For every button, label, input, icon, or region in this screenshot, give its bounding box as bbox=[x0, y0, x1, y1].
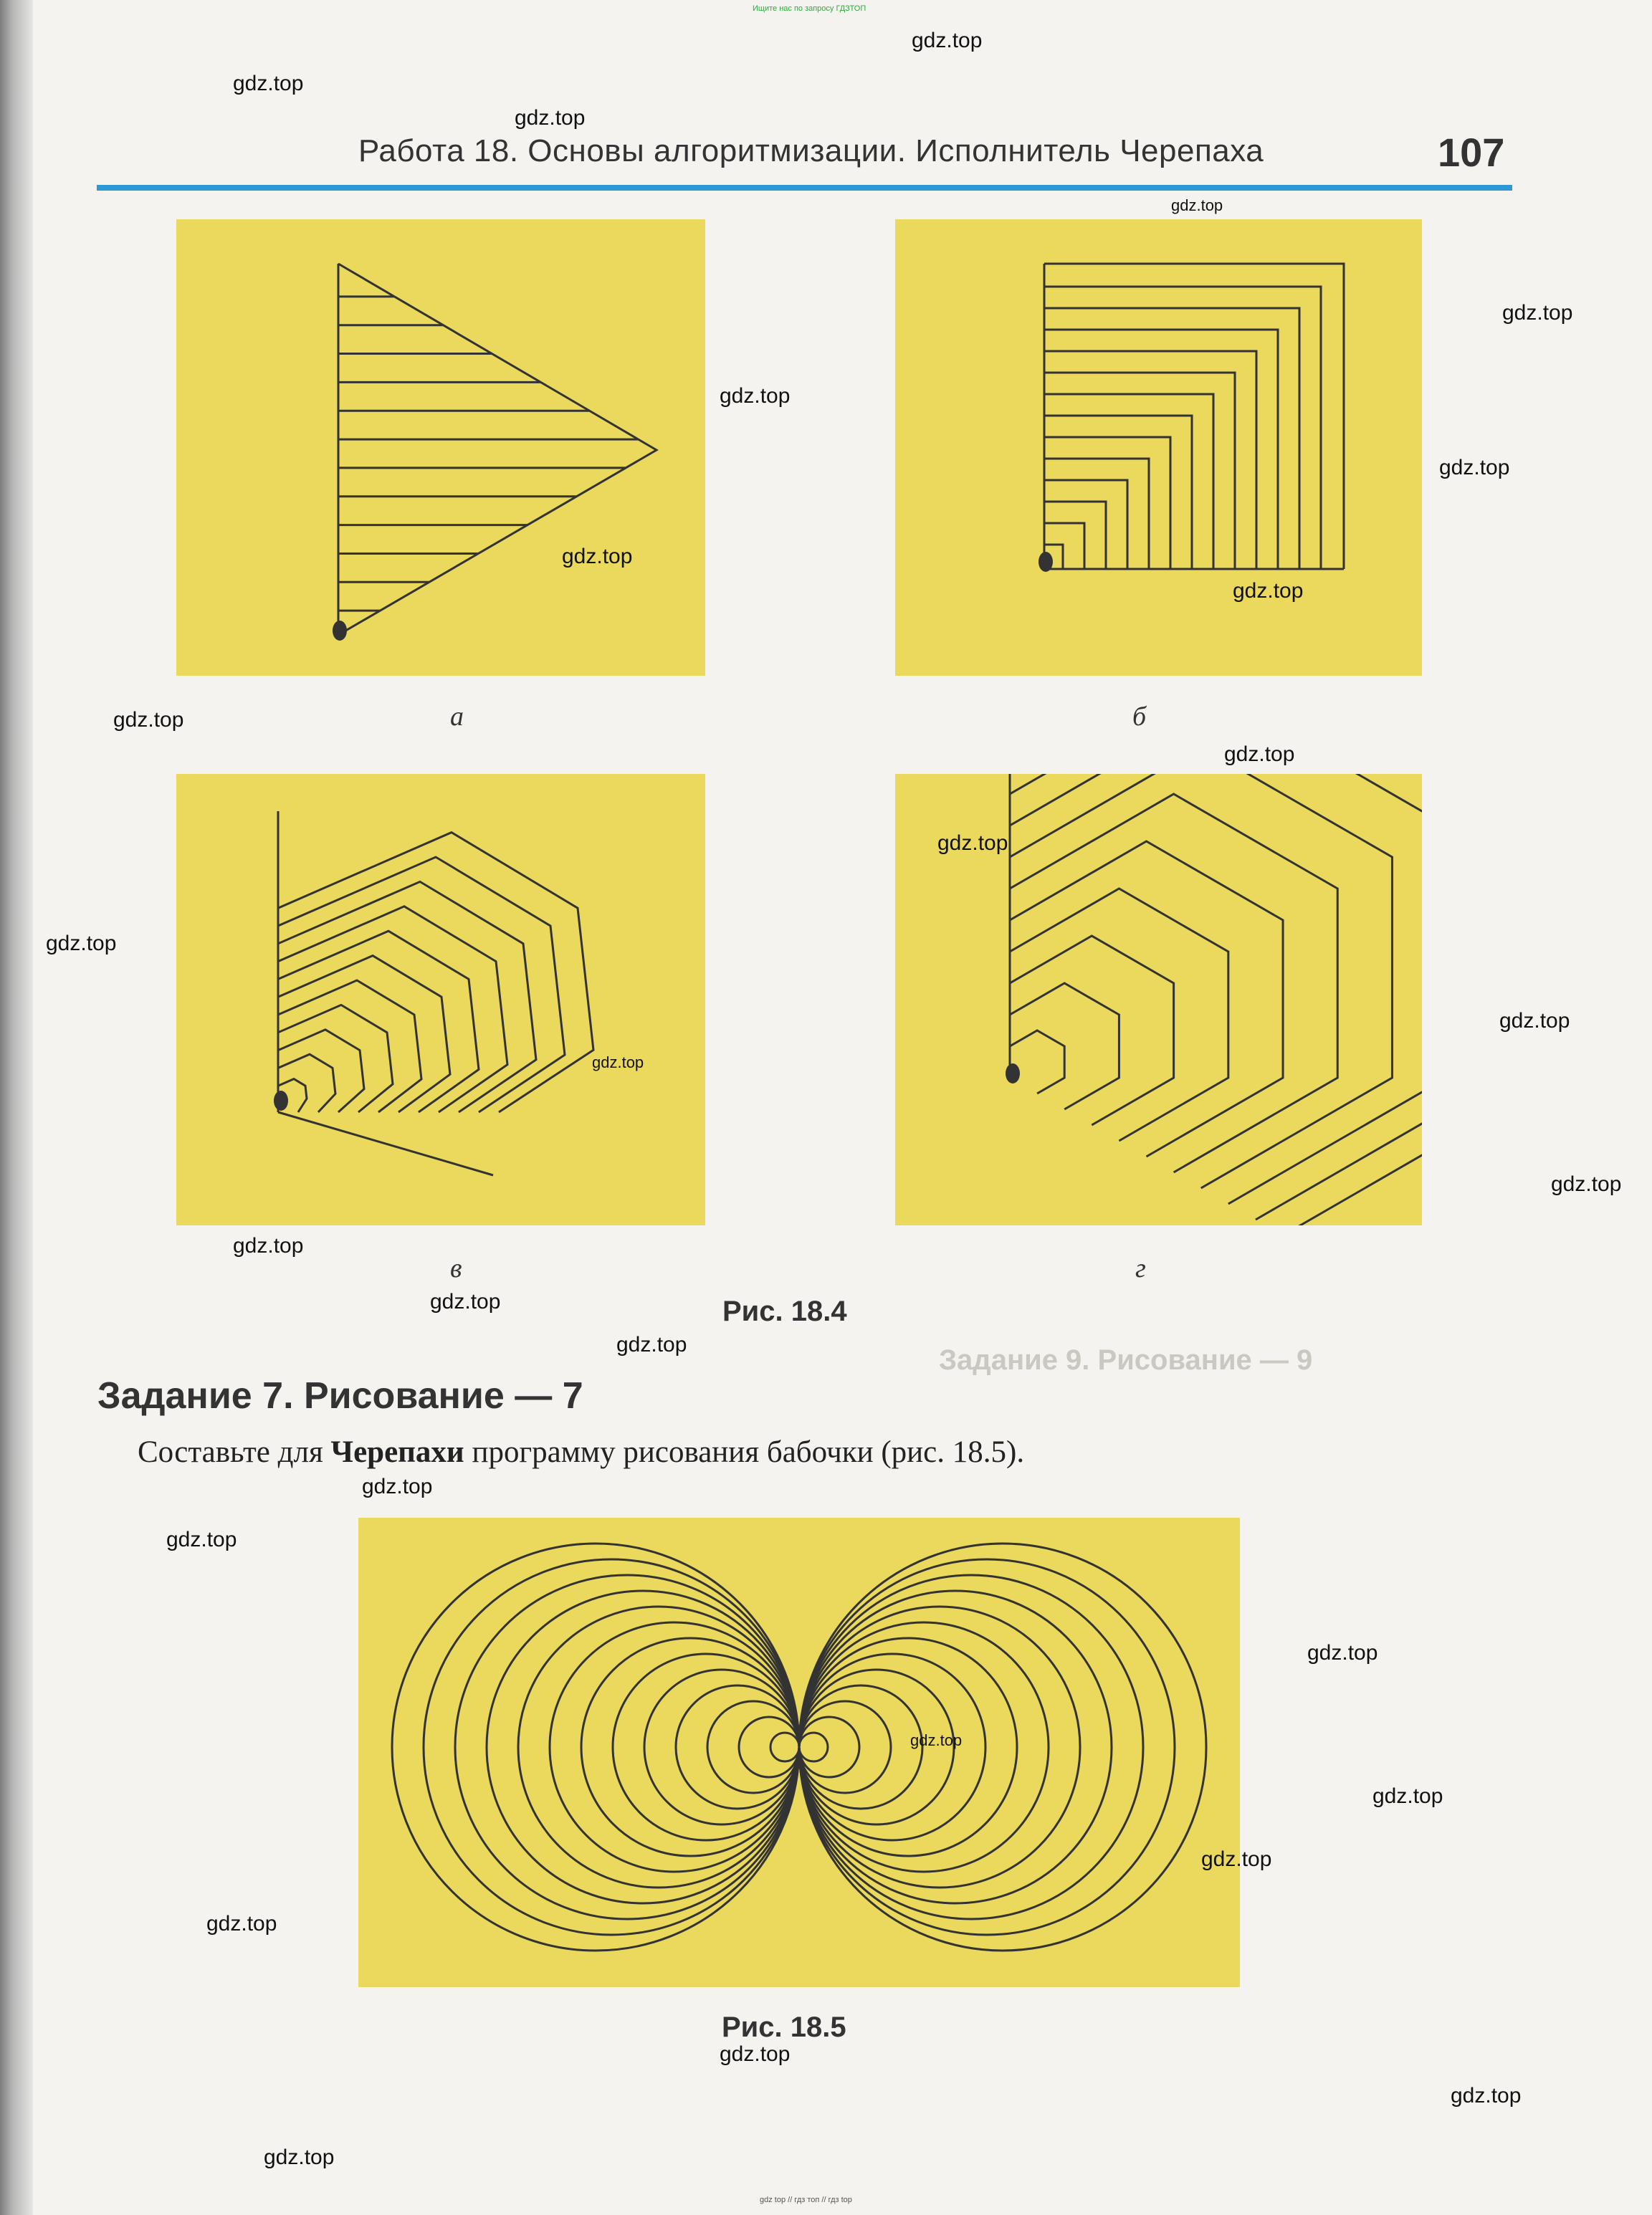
watermark: gdz.top bbox=[1224, 742, 1295, 766]
square-spiral-drawing bbox=[895, 219, 1422, 676]
butterfly-circle bbox=[770, 1733, 799, 1761]
hexagon-arc bbox=[1010, 936, 1174, 1125]
bottom-note: gdz top // гдз топ // гдз top bbox=[760, 2196, 852, 2204]
watermark: gdz.top bbox=[1307, 1641, 1378, 1665]
page-number: 107 bbox=[1438, 130, 1505, 175]
pentagon-bottom bbox=[278, 1112, 493, 1175]
watermark: gdz.top bbox=[720, 384, 791, 408]
square-arc bbox=[1044, 480, 1127, 569]
hexagon-arc bbox=[1010, 774, 1422, 1225]
pentagon-arc bbox=[278, 1005, 393, 1112]
watermark: gdz.top bbox=[430, 1290, 501, 1314]
figure-caption-18-5: Рис. 18.5 bbox=[722, 2011, 846, 2043]
watermark: gdz.top bbox=[233, 72, 304, 95]
butterfly-circle bbox=[799, 1733, 828, 1761]
page-header: Работа 18. Основы алгоритмизации. Исполнитель Черепаха bbox=[358, 133, 1264, 168]
bleed-through-task9: Задание 9. Рисование — 9 bbox=[939, 1344, 1313, 1376]
watermark: gdz.top bbox=[233, 1234, 304, 1258]
hexagon-arc bbox=[1010, 841, 1283, 1157]
triangle-outline bbox=[338, 264, 656, 635]
pentagon-arc bbox=[278, 833, 593, 1112]
task7-text bbox=[138, 1435, 1024, 1470]
top-search-note: Ищите нас по запросу ГДЗТОП bbox=[753, 4, 866, 13]
watermark: gdz.top bbox=[264, 2145, 335, 2169]
watermark: gdz.top bbox=[1451, 2084, 1522, 2108]
figure-panel-b bbox=[895, 219, 1422, 676]
watermark: gdz.top bbox=[1499, 1009, 1570, 1033]
watermark: gdz.top bbox=[592, 1053, 644, 1071]
butterfly-circle bbox=[799, 1701, 891, 1793]
turtle-icon bbox=[274, 1091, 288, 1111]
square-arc bbox=[1044, 394, 1213, 569]
book-spine-shadow bbox=[0, 0, 33, 2215]
watermark: gdz.top bbox=[46, 932, 117, 955]
butterfly-circle bbox=[799, 1717, 859, 1777]
butterfly-circle bbox=[518, 1607, 799, 1888]
watermark: gdz.top bbox=[562, 545, 633, 568]
watermark: gdz.top bbox=[912, 29, 983, 52]
task7-text-end: программу рисования бабочки (рис. 18.5). bbox=[464, 1435, 1025, 1469]
watermark: gdz.top bbox=[1372, 1784, 1443, 1808]
turtle-icon bbox=[333, 621, 347, 641]
figure-panel-butterfly bbox=[358, 1518, 1240, 1987]
panel-label-a: а bbox=[450, 702, 464, 732]
figure-caption-18-4: Рис. 18.4 bbox=[722, 1296, 847, 1327]
header-rule bbox=[97, 185, 1512, 191]
figure-panel-a bbox=[176, 219, 705, 676]
watermark: gdz.top bbox=[1439, 456, 1510, 479]
square-arc bbox=[1044, 351, 1256, 569]
pentagon-arc bbox=[278, 980, 421, 1112]
watermark: gdz.top bbox=[616, 1333, 687, 1357]
turtle-icon bbox=[1006, 1063, 1020, 1083]
watermark: gdz.top bbox=[206, 1912, 277, 1936]
butterfly-circle bbox=[644, 1670, 799, 1824]
square-arc bbox=[1044, 373, 1235, 569]
butterfly-circle bbox=[581, 1638, 799, 1856]
panel-label-g: г bbox=[1135, 1253, 1146, 1283]
turtle-icon bbox=[1039, 552, 1053, 572]
butterfly-circles-drawing bbox=[358, 1518, 1240, 1987]
watermark: gdz.top bbox=[1551, 1172, 1622, 1196]
square-arc bbox=[1044, 502, 1106, 569]
butterfly-circle bbox=[487, 1591, 799, 1903]
task7-text-turtle: Черепахи bbox=[330, 1435, 464, 1469]
hexagon-arc bbox=[1010, 1030, 1064, 1094]
hexagon-arc bbox=[1010, 774, 1422, 1220]
watermark: gdz.top bbox=[166, 1528, 237, 1551]
watermark: gdz.top bbox=[1201, 1847, 1272, 1871]
figure-panel-v bbox=[176, 774, 705, 1225]
task7-text-start: Составьте для bbox=[138, 1435, 331, 1469]
square-arc bbox=[1044, 459, 1149, 569]
pentagon-spiral-drawing bbox=[176, 774, 705, 1225]
task7-heading: Задание 7. Рисование — 7 bbox=[97, 1375, 583, 1417]
square-arc bbox=[1044, 308, 1299, 569]
butterfly-circle bbox=[455, 1575, 799, 1919]
butterfly-circle bbox=[799, 1575, 1143, 1919]
watermark: gdz.top bbox=[1171, 196, 1223, 214]
watermark: gdz.top bbox=[362, 1475, 433, 1498]
panel-label-b: б bbox=[1132, 702, 1147, 732]
watermark: gdz.top bbox=[515, 106, 586, 130]
panel-label-v: в bbox=[450, 1253, 462, 1283]
watermark: gdz.top bbox=[910, 1731, 963, 1749]
butterfly-circle bbox=[707, 1701, 799, 1793]
square-arc bbox=[1044, 330, 1278, 569]
watermark: gdz.top bbox=[937, 831, 1008, 855]
watermark: gdz.top bbox=[720, 2042, 791, 2066]
watermark: gdz.top bbox=[113, 708, 184, 732]
watermark: gdz.top bbox=[1502, 301, 1573, 325]
pentagon-arc bbox=[278, 1030, 364, 1112]
butterfly-circle bbox=[739, 1717, 799, 1777]
butterfly-circle bbox=[799, 1638, 1017, 1856]
triangle-spiral-drawing bbox=[176, 219, 705, 676]
watermark: gdz.top bbox=[1233, 579, 1304, 603]
